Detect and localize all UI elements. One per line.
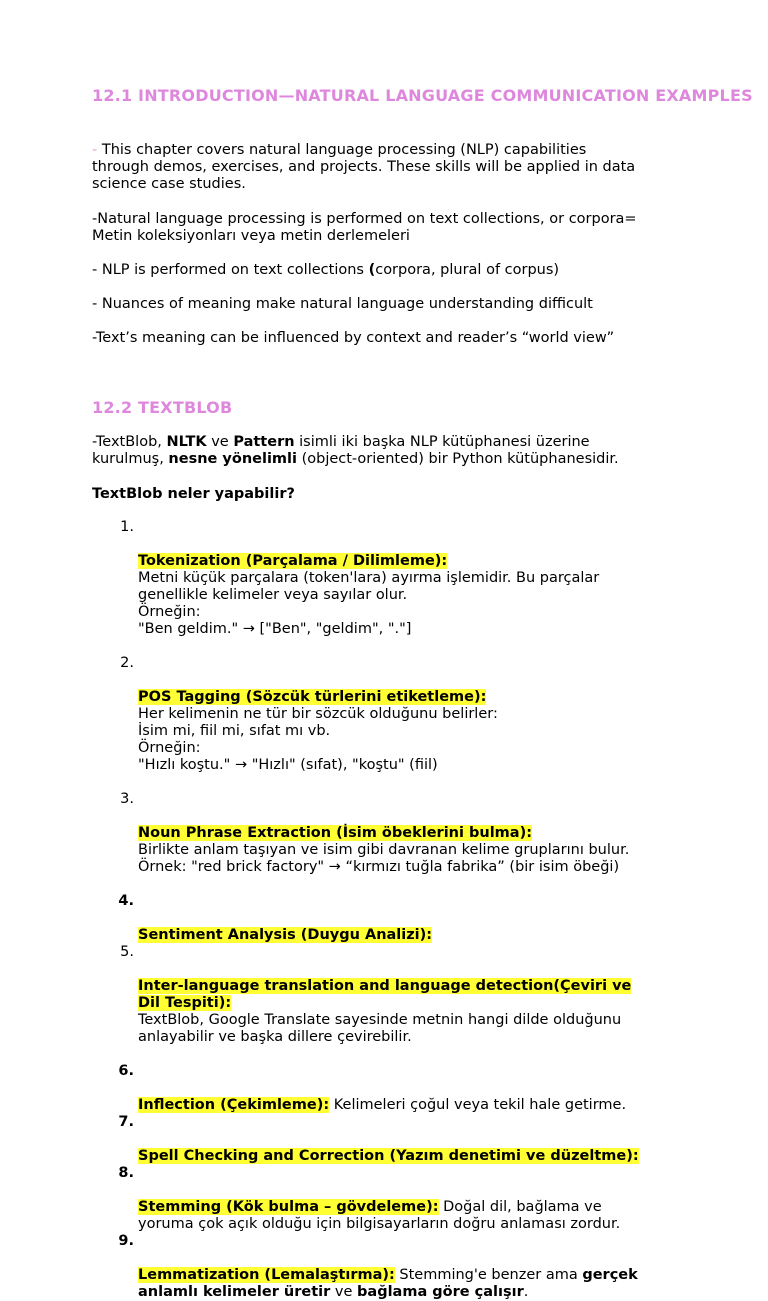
item-text: Kelimeleri çoğul veya tekil hale getirme. <box>329 1097 627 1113</box>
item-title: Spell Checking and Correction (Yazım denetimi ve düzeltme): <box>138 1148 639 1164</box>
pink-dash: - <box>92 142 98 158</box>
item-title: POS Tagging (Sözcük türlerini etiketleme): <box>138 689 487 705</box>
list-item: 5. Inter-language translation and language detection(Çeviri ve Dil Tespiti): TextBlob, Google Translate sayesinde metnin hangi dilde olduğunu anlayabilir ve başka dillere çevirebilir. <box>92 944 752 1063</box>
nlp-collections-paragraph: - NLP is performed on text collections (corpora, plural of corpus) <box>92 262 560 278</box>
item-title: Sentiment Analysis (Duygu Analizi): <box>138 927 433 943</box>
item-title: Inter-language translation and language detection(Çeviri ve Dil Tespiti): <box>138 978 632 1011</box>
list-item: 3. Noun Phrase Extraction (İsim öbeklerini bulma): Birlikte anlam taşıyan ve isim gibi davranan kelime gruplarını bulur. Örnek: "red brick factory" → “kırmızı tuğla fabrika” (bir isim öbeği) <box>92 791 752 893</box>
corpora-paragraph: -Natural language processing is performed on text collections, or corpora= Metin koleksiyonları veya metin derlemeleri <box>92 211 637 244</box>
item-title: Tokenization (Parçalama / Dilimleme): <box>138 553 448 569</box>
intro-text: This chapter covers natural language processing (NLP) capabilities through demos, exercises, and projects. These skills will be applied in data science case studies. <box>92 142 636 192</box>
nuances-paragraph: - Nuances of meaning make natural language understanding difficult <box>92 296 593 312</box>
list-item: 7. Spell Checking and Correction (Yazım denetimi ve düzeltme): <box>118 1114 639 1164</box>
feature-list <box>92 519 752 1301</box>
list-item: 1. Tokenization (Parçalama / Dilimleme): Metni küçük parçalara (token'lara) ayırma işlemidir. Bu parçalar genellikle kelimeler veya sayılar olur. Örneğin: "Ben geldim." → ["Ben", "geldim", "."] <box>92 519 752 655</box>
item-title: Inflection (Çekimleme): <box>138 1097 330 1113</box>
item-body: Birlikte anlam taşıyan ve isim gibi davranan kelime gruplarını bulur. Örnek: "red brick factory" → “kırmızı tuğla fabrika” (bir isim öbeği) <box>138 842 630 875</box>
item-text: Doğal dil, bağlama ve yoruma çok açık olduğu için bilgisayarların doğru anlaması zordur. <box>138 1199 621 1232</box>
section-heading-introduction: 12.1 INTRODUCTION—NATURAL LANGUAGE COMMUNICATION EXAMPLES <box>92 86 753 105</box>
item-body: Metni küçük parçalara (token'lara) ayırma işlemidir. Bu parçalar genellikle kelimeler veya sayılar olur. Örneğin: "Ben geldim." → ["Ben", "geldim", "."] <box>138 570 600 637</box>
list-item: 2. POS Tagging (Sözcük türlerini etiketleme): Her kelimenin ne tür bir sözcük olduğunu belirler: İsim mi, fiil mi, sıfat mı vb. Örneğin: "Hızlı koştu." → "Hızlı" (sıfat), "koştu" (fiil) <box>92 655 752 791</box>
textblob-question: TextBlob neler yapabilir? <box>92 486 295 502</box>
intro-paragraph <box>92 142 752 193</box>
list-item: 8. Stemming (Kök bulma – gövdeleme): Doğal dil, bağlama ve yoruma çok açık olduğu için bilgisayarların doğru anlaması zordur. <box>118 1165 621 1232</box>
item-title: Lemmatization (Lemalaştırma): <box>138 1267 395 1283</box>
list-item: 4. Sentiment Analysis (Duygu Analizi): <box>118 893 433 943</box>
section-heading-textblob: 12.2 TEXTBLOB <box>92 398 233 417</box>
textblob-paragraph: -TextBlob, NLTK ve Pattern isimli iki başka NLP kütüphanesi üzerine kurulmuş, nesne yönelimli (object-oriented) bir Python kütüphanesidir. <box>92 434 619 467</box>
list-item: 9. Lemmatization (Lemalaştırma): Stemming'e benzer ama gerçek anlamlı kelimeler üretir ve bağlama göre çalışır. <box>118 1233 638 1300</box>
item-title: Noun Phrase Extraction (İsim öbeklerini bulma): <box>138 825 532 841</box>
list-item: 6. Inflection (Çekimleme): Kelimeleri çoğul veya tekil hale getirme. <box>118 1063 627 1113</box>
item-body: Her kelimenin ne tür bir sözcük olduğunu belirler: İsim mi, fiil mi, sıfat mı vb. Örneğin: "Hızlı koştu." → "Hızlı" (sıfat), "koştu" (fiil) <box>138 706 498 773</box>
context-paragraph: -Text’s meaning can be influenced by context and reader’s “world view” <box>92 330 615 346</box>
item-body: TextBlob, Google Translate sayesinde metnin hangi dilde olduğunu anlayabilir ve başka dillere çevirebilir. <box>138 1012 622 1045</box>
item-title: Stemming (Kök bulma – gövdeleme): <box>138 1199 439 1215</box>
